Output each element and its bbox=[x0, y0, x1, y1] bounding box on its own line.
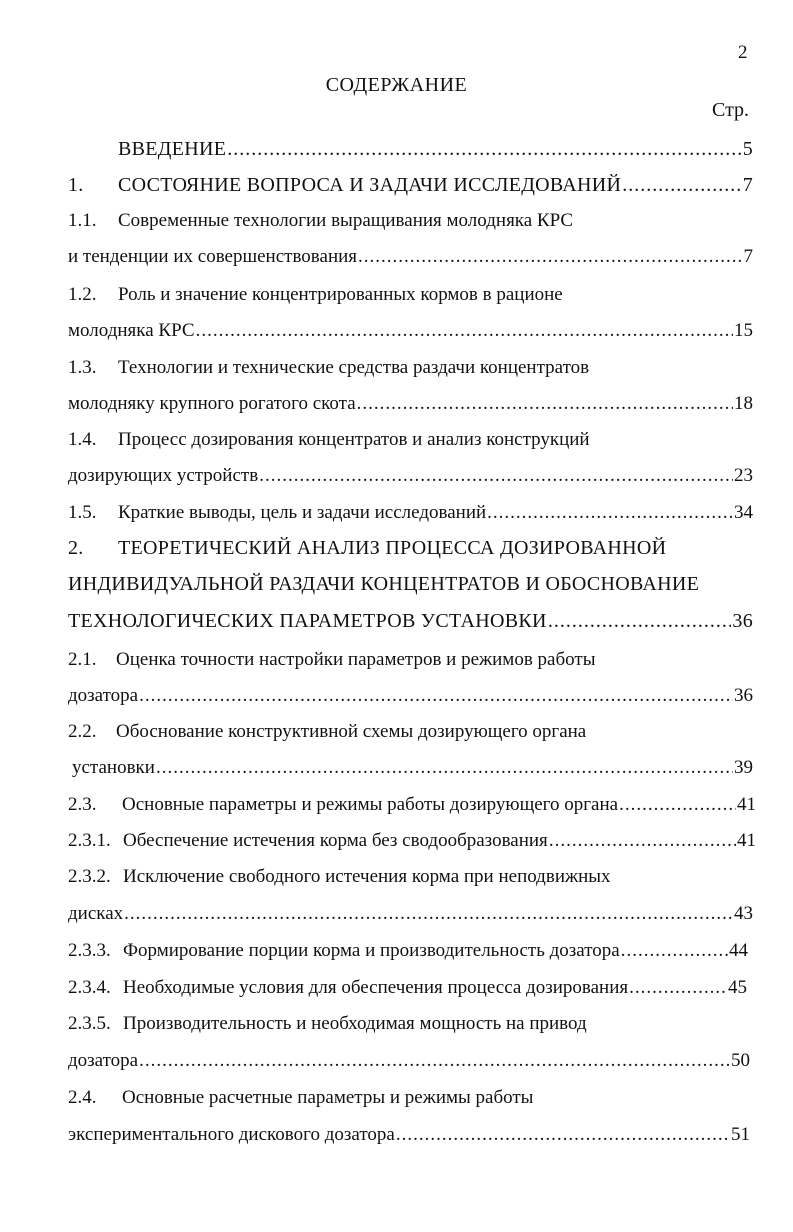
toc-entry-text: Процесс дозирования концентратов и анализ конструкций bbox=[118, 429, 590, 450]
toc-entry-2-line2[interactable] bbox=[68, 573, 753, 596]
toc-entry-page: 18 bbox=[734, 393, 753, 414]
toc-entry-page: 7 bbox=[743, 246, 753, 267]
toc-entry-number: 2.1. bbox=[68, 649, 97, 670]
toc-entry-number: 2.4. bbox=[68, 1087, 97, 1108]
toc-entry-2-3-4[interactable] bbox=[68, 977, 747, 999]
toc-entry-number: 2.3.1. bbox=[68, 830, 111, 851]
toc-entry-text: ИНДИВИДУАЛЬНОЙ РАЗДАЧИ КОНЦЕНТРАТОВ И ОБОСНОВАНИЕ bbox=[68, 573, 700, 595]
toc-entry-2-3-3[interactable] bbox=[68, 940, 748, 962]
toc-entry-1-5[interactable] bbox=[68, 502, 753, 524]
toc-entry-2-1-line1[interactable] bbox=[68, 649, 753, 671]
leader-dots bbox=[548, 610, 732, 633]
toc-entry-1-2-line2[interactable] bbox=[68, 320, 753, 342]
toc-entry-text: дисках bbox=[68, 903, 124, 924]
toc-entry-page: 36 bbox=[732, 610, 753, 632]
leader-dots bbox=[622, 174, 741, 197]
toc-entry-text: ТЕОРЕТИЧЕСКИЙ АНАЛИЗ ПРОЦЕССА ДОЗИРОВАННОЙ bbox=[118, 537, 667, 559]
leader-dots bbox=[156, 757, 733, 779]
toc-entry-number: 2. bbox=[68, 537, 84, 559]
leader-dots bbox=[124, 903, 733, 925]
leader-dots bbox=[621, 940, 728, 962]
toc-entry-text: Производительность и необходимая мощность на привод bbox=[123, 1013, 587, 1034]
toc-entry-1-2-line1[interactable] bbox=[68, 284, 753, 306]
toc-entry-text: молодняка КРС bbox=[68, 320, 195, 341]
toc-entry-text: дозатора bbox=[68, 685, 139, 706]
toc-entry-page: 45 bbox=[728, 977, 747, 998]
toc-entry-number: 1.5. bbox=[68, 502, 97, 523]
leader-dots bbox=[487, 502, 733, 524]
toc-entry-2-line3[interactable] bbox=[68, 610, 753, 633]
toc-entry-2-4-line1[interactable] bbox=[68, 1087, 753, 1109]
toc-entry-number: 2.3.2. bbox=[68, 866, 111, 887]
toc-entry-number: 2.3. bbox=[68, 794, 97, 815]
toc-entry-page: 7 bbox=[742, 174, 753, 196]
toc-entry-1-4-line2[interactable] bbox=[68, 465, 753, 487]
toc-entry-number: 1.2. bbox=[68, 284, 97, 305]
toc-entry-number: 1. bbox=[68, 174, 84, 196]
toc-entry-page: 41 bbox=[737, 794, 756, 815]
leader-dots bbox=[227, 138, 741, 161]
toc-entry-1-4-line1[interactable] bbox=[68, 429, 753, 451]
toc-entry-1-1-line1[interactable] bbox=[68, 210, 753, 232]
leader-dots bbox=[629, 977, 727, 999]
toc-entry-text: молодняку крупного рогатого скота bbox=[68, 393, 356, 414]
toc-entry-text: и тенденции их совершенствования bbox=[68, 246, 358, 267]
toc-entry-page: 41 bbox=[737, 830, 756, 851]
toc-entry-page: 23 bbox=[734, 465, 753, 486]
page-number: 2 bbox=[738, 42, 748, 63]
toc-entry-text: Формирование порции корма и производительность дозатора bbox=[123, 940, 620, 961]
page-column-label: Стр. bbox=[712, 99, 750, 121]
toc-entry-text: ВВЕДЕНИЕ bbox=[118, 138, 227, 160]
toc-entry-number: 1.1. bbox=[68, 210, 97, 231]
toc-entry-text: экспериментального дискового дозатора bbox=[68, 1124, 395, 1145]
toc-entry-2-3-2-line1[interactable] bbox=[68, 866, 753, 888]
toc-entry-2-2-line2[interactable] bbox=[72, 757, 753, 779]
toc-entry-page: 50 bbox=[731, 1050, 750, 1071]
toc-entry-text: Роль и значение концентрированных кормов в рационе bbox=[118, 284, 563, 305]
toc-entry-page: 15 bbox=[734, 320, 753, 341]
toc-entry-number: 1.3. bbox=[68, 357, 97, 378]
toc-entry-page: 51 bbox=[731, 1124, 750, 1145]
leader-dots bbox=[357, 393, 733, 415]
toc-entry-page: 36 bbox=[734, 685, 753, 706]
toc-entry-text: Обоснование конструктивной схемы дозирующего органа bbox=[116, 721, 587, 742]
toc-entry-2-3-5-line1[interactable] bbox=[68, 1013, 753, 1035]
toc-entry-2-4-line2[interactable] bbox=[68, 1124, 750, 1146]
leader-dots bbox=[549, 830, 736, 852]
toc-entry-text: дозатора bbox=[68, 1050, 139, 1071]
leader-dots bbox=[396, 1124, 730, 1146]
toc-entry-text: Современные технологии выращивания молодняка КРС bbox=[118, 210, 574, 231]
toc-entry-text: Обеспечение истечения корма без сводообразования bbox=[123, 830, 548, 851]
toc-entry-text: Краткие выводы, цель и задачи исследований bbox=[118, 502, 487, 523]
toc-entry-text: установки bbox=[72, 757, 155, 778]
toc-entry-page: 44 bbox=[729, 940, 748, 961]
toc-entry-2-3[interactable] bbox=[68, 794, 756, 816]
toc-entry-text: Исключение свободного истечения корма при неподвижных bbox=[123, 866, 611, 887]
toc-entry-text: Оценка точности настройки параметров и режимов работы bbox=[116, 649, 596, 670]
toc-entry-2-3-5-line2[interactable] bbox=[68, 1050, 750, 1072]
toc-entry-1[interactable] bbox=[68, 174, 753, 197]
toc-entry-2-3-2-line2[interactable] bbox=[68, 903, 753, 925]
leader-dots bbox=[259, 465, 733, 487]
toc-entry-1-1-line2[interactable] bbox=[68, 246, 753, 268]
leader-dots bbox=[139, 685, 733, 707]
toc-entry-number: 2.3.5. bbox=[68, 1013, 111, 1034]
toc-entry-2-3-1[interactable] bbox=[68, 830, 756, 852]
toc-entry-page: 43 bbox=[734, 903, 753, 924]
toc-entry-text: дозирующих устройств bbox=[68, 465, 259, 486]
leader-dots bbox=[139, 1050, 730, 1072]
toc-entry-1-3-line2[interactable] bbox=[68, 393, 753, 415]
leader-dots bbox=[358, 246, 742, 268]
toc-entry-number: 2.3.4. bbox=[68, 977, 111, 998]
toc-entry-2-2-line1[interactable] bbox=[68, 721, 753, 743]
toc-entry-1-3-line1[interactable] bbox=[68, 357, 753, 379]
toc-entry-text: Основные параметры и режимы работы дозирующего органа bbox=[122, 794, 619, 815]
toc-entry-text: Необходимые условия для обеспечения процесса дозирования bbox=[123, 977, 629, 998]
toc-entry-text: ТЕХНОЛОГИЧЕСКИХ ПАРАМЕТРОВ УСТАНОВКИ bbox=[68, 610, 547, 632]
toc-entry-intro[interactable] bbox=[118, 138, 753, 161]
toc-entry-text: Основные расчетные параметры и режимы работы bbox=[122, 1087, 534, 1108]
leader-dots bbox=[619, 794, 736, 816]
toc-entry-2-1-line2[interactable] bbox=[68, 685, 753, 707]
toc-entry-page: 39 bbox=[734, 757, 753, 778]
toc-entry-2-line1[interactable] bbox=[68, 537, 753, 560]
toc-entry-number: 2.2. bbox=[68, 721, 97, 742]
toc-entry-page: 34 bbox=[734, 502, 753, 523]
page-title: СОДЕРЖАНИЕ bbox=[325, 74, 468, 96]
leader-dots bbox=[196, 320, 733, 342]
toc-entry-text: СОСТОЯНИЕ ВОПРОСА И ЗАДАЧИ ИССЛЕДОВАНИЙ bbox=[118, 174, 622, 196]
toc-entry-number: 2.3.3. bbox=[68, 940, 111, 961]
toc-entry-text: Технологии и технические средства раздачи концентратов bbox=[118, 357, 590, 378]
toc-entry-number: 1.4. bbox=[68, 429, 97, 450]
toc-entry-page: 5 bbox=[742, 138, 753, 160]
